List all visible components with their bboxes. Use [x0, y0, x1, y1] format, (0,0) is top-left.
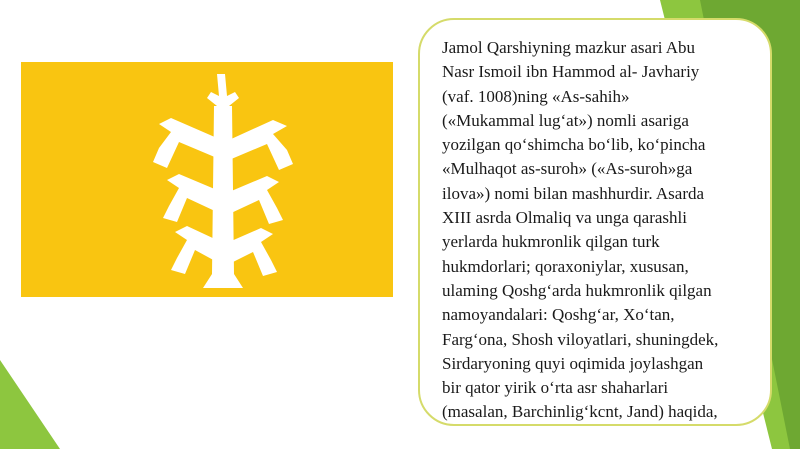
text-line: (masalan, Barchinlig‘kcnt, Jand) haqida, [442, 402, 718, 422]
text-line: bir qator yirik o‘rta asr shaharlari [442, 378, 669, 398]
text-line: ilova») nomi bilan mashhurdir. Asarda [442, 183, 705, 203]
text-line: Jamol Qarshiyning mazkur asari Abu [442, 38, 696, 57]
flag-image [21, 62, 393, 297]
text-line: (vaf. 1008)ning «As-sahih» [442, 86, 630, 106]
text-line: Nasr Ismoil ibn Hammod al- Javhariy [442, 62, 700, 82]
text-line: «Mulhaqot as-suroh» («As-suroh»ga [442, 159, 693, 179]
text-line: yerlarda hukmronlik qilgan turk [442, 232, 660, 252]
text-line: Sirdaryoning quyi oqimida joylashgan [442, 353, 704, 373]
text-line: ulaming Qoshg‘arda hukmronlik qilgan [442, 280, 712, 300]
tamga-tree-icon [21, 62, 393, 297]
body-paragraph [442, 36, 756, 425]
text-line: hukmdorlari; qoraxoniylar, xususan, [442, 256, 689, 276]
text-line: XIII asrda Olmaliq va unga qarashli [442, 208, 687, 228]
text-line: Farg‘ona, Shosh viloyatlari, shuningdek, [442, 329, 719, 349]
text-line: namoyandalari: Qoshg‘ar, Xo‘tan, [442, 305, 675, 325]
text-line: yozilgan qo‘shimcha bo‘lib, ko‘pincha [442, 135, 706, 155]
green-bottom-left-shape [0, 360, 60, 449]
text-line: («Mukammal lug‘at») nomli asariga [442, 110, 689, 130]
text-box [418, 18, 772, 426]
